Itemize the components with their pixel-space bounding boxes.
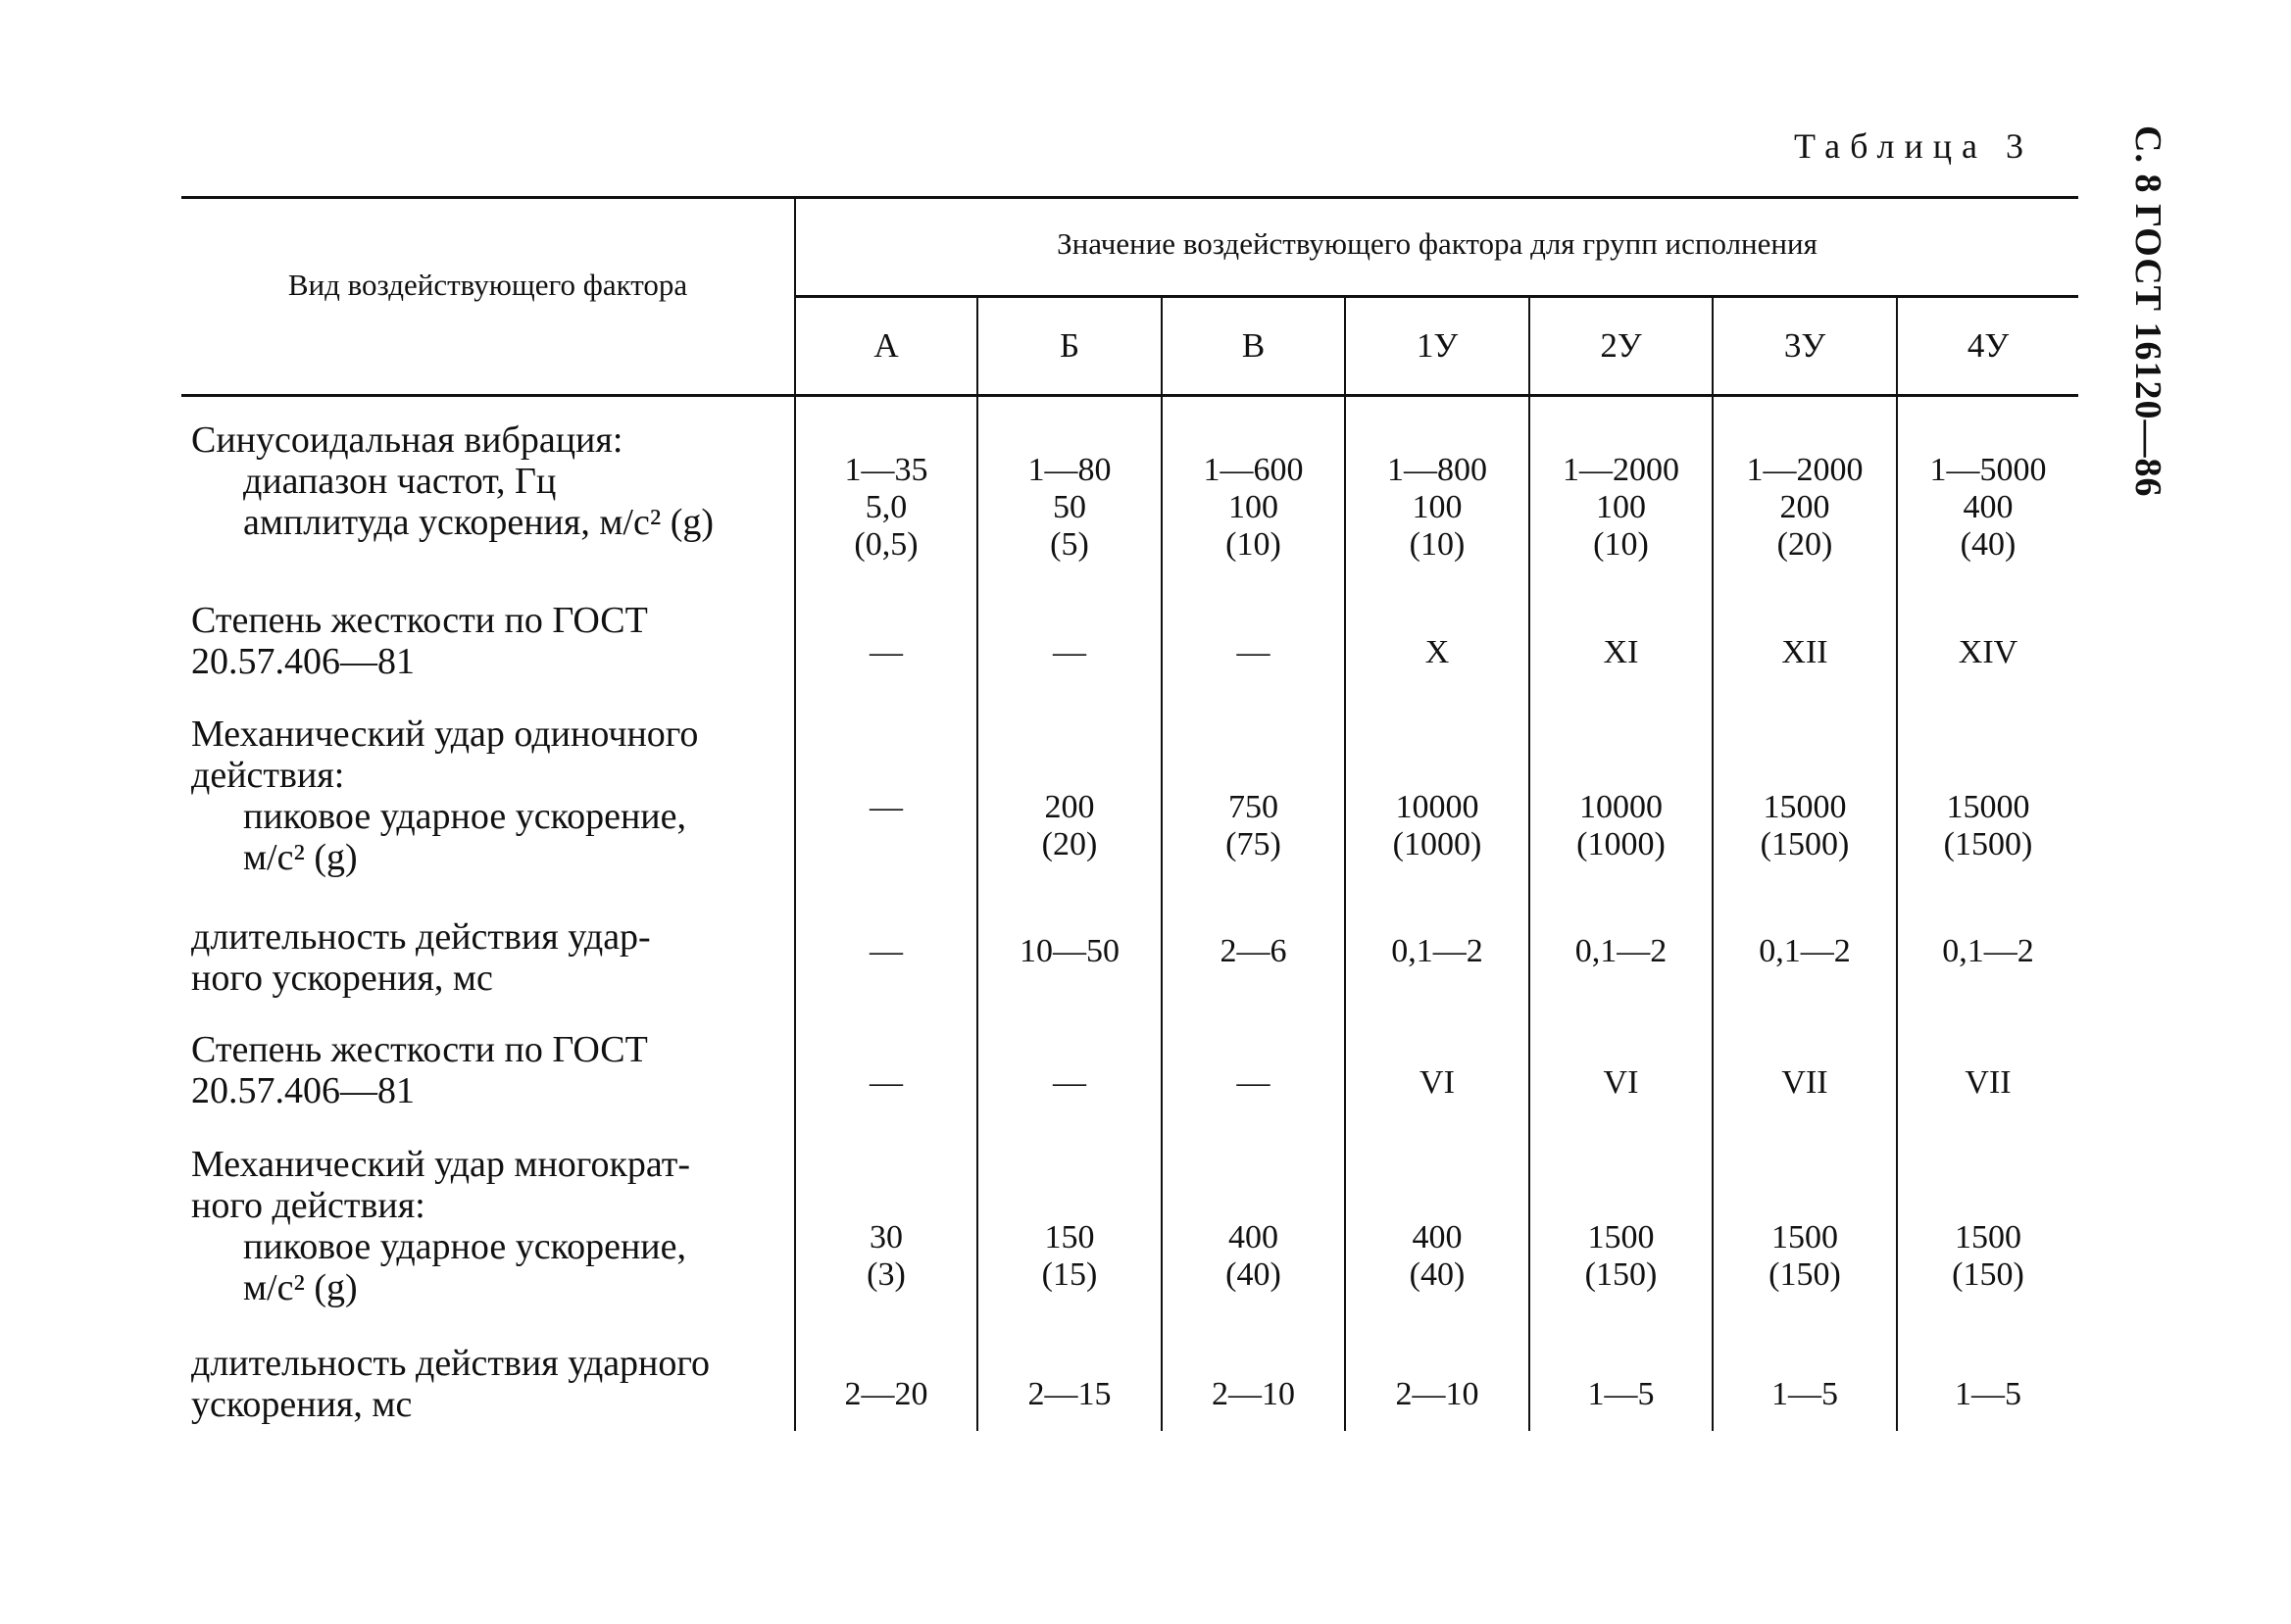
value-cell: [1898, 789, 2078, 863]
cell-line: (40): [1409, 1256, 1466, 1293]
value-cell: 0,1—2: [1942, 933, 2034, 969]
row-label-sub-line: пиковое ударное ускорение,: [243, 1226, 686, 1267]
cell-line: (1500): [1943, 826, 2033, 862]
row-label-line: Механический удар одиночного: [191, 714, 699, 755]
value-cell: [1346, 1219, 1528, 1294]
row-label-sub-line: диапазон частот, Гц: [243, 461, 557, 502]
value-cell: [1163, 1219, 1344, 1294]
value-cell: 0,1—2: [1391, 933, 1483, 969]
cell-line: 200: [1779, 489, 1830, 525]
cell-line: 150: [1044, 1219, 1095, 1255]
value-cell: [1530, 452, 1712, 564]
value-cell: [978, 452, 1161, 564]
value-cell: VII: [1781, 1064, 1828, 1101]
row-label-line: 20.57.406—81: [191, 641, 415, 682]
cell-line: (0,5): [854, 526, 919, 563]
cell-line: (15): [1041, 1256, 1098, 1293]
cell-line: 1—2000: [1746, 452, 1864, 488]
value-cell: 2—20: [844, 1376, 928, 1412]
cell-line: 5,0: [865, 489, 908, 525]
row-label-line: ускорения, мс: [191, 1384, 413, 1425]
cell-line: (150): [1584, 1256, 1658, 1293]
value-cell: XIV: [1958, 634, 2018, 670]
cell-line: 1—600: [1203, 452, 1304, 488]
value-cell: VI: [1603, 1064, 1639, 1101]
value-cell: —: [1236, 634, 1270, 670]
row-label-sub-line: амплитуда ускорения, м/с² (g): [243, 502, 715, 543]
cell-line: (150): [1768, 1256, 1841, 1293]
page-marker: С. 8 ГОСТ 16120—86: [2127, 125, 2168, 498]
row-label-line: Степень жесткости по ГОСТ: [191, 600, 648, 641]
header-group-value: Значение воздействующего фактора для групп исполнения: [1057, 226, 1818, 261]
cell-line: (40): [1225, 1256, 1281, 1293]
cell-line: (5): [1050, 526, 1089, 563]
value-cell: 10—50: [1020, 933, 1120, 969]
value-cell: [1346, 452, 1528, 564]
value-cell: 2—6: [1220, 933, 1287, 969]
cell-line: 1500: [1771, 1219, 1838, 1255]
row-label-line: длительность действия удар-: [191, 916, 651, 958]
cell-line: (3): [867, 1256, 906, 1293]
value-cell: [1898, 452, 2078, 564]
cell-line: (10): [1593, 526, 1649, 563]
cell-line: 1500: [1955, 1219, 2021, 1255]
value-cell: [1346, 789, 1528, 863]
column-header-3u: 3У: [1783, 326, 1826, 365]
cell-line: (75): [1225, 826, 1281, 862]
cell-line: 1500: [1587, 1219, 1655, 1255]
value-cell: 1—5: [1771, 1376, 1838, 1412]
value-cell: —: [870, 1064, 903, 1101]
cell-line: 1—35: [844, 452, 928, 488]
row-label-line: ного ускорения, мс: [191, 958, 493, 999]
cell-line: 30: [870, 1219, 903, 1255]
cell-line: (20): [1776, 526, 1833, 563]
row-label-line: Степень жесткости по ГОСТ: [191, 1029, 648, 1070]
row-label-line: Механический удар многократ-: [191, 1144, 691, 1185]
value-cell: [796, 789, 976, 826]
value-cell: —: [1053, 634, 1086, 670]
value-cell: XI: [1603, 634, 1639, 670]
value-cell: 0,1—2: [1759, 933, 1851, 969]
value-cell: 2—15: [1027, 1376, 1112, 1412]
value-cell: [796, 1219, 976, 1294]
table-top-rule: [181, 196, 2078, 199]
header-bottom-rule: [181, 394, 2078, 397]
row-label-sub-line: м/с² (g): [243, 837, 358, 878]
row-label-line: действия:: [191, 755, 345, 796]
row-label-line: Синусоидальная вибрация:: [191, 419, 623, 461]
value-cell: [1714, 789, 1896, 863]
value-cell: 0,1—2: [1574, 933, 1668, 969]
header-split-rule: [796, 295, 2078, 298]
value-cell: [1163, 789, 1344, 863]
column-header-a: А: [873, 326, 899, 365]
cell-line: 200: [1044, 789, 1095, 825]
cell-line: 100: [1596, 489, 1646, 525]
cell-line: 15000: [1946, 789, 2030, 825]
row-label-multiple-shock: [191, 1144, 690, 1308]
value-cell: 2—10: [1212, 1376, 1295, 1412]
cell-line: 50: [1053, 489, 1086, 525]
value-cell: —: [1053, 1064, 1086, 1101]
value-cell: VI: [1419, 1064, 1455, 1101]
row-label-sinusoidal-vibration: [191, 419, 714, 543]
row-label-shock-duration: [191, 916, 651, 999]
cell-line: 1—800: [1387, 452, 1487, 488]
column-header-v: В: [1241, 326, 1266, 365]
cell-line: (1500): [1760, 826, 1850, 862]
row-label-stiffness-degree: [191, 1029, 648, 1111]
cell-line: 100: [1228, 489, 1278, 525]
value-cell: —: [1236, 1064, 1270, 1101]
cell-line: (150): [1952, 1256, 2024, 1293]
value-cell: [1530, 789, 1712, 863]
cell-line: 750: [1228, 789, 1278, 825]
column-header-b: Б: [1059, 326, 1080, 365]
value-cell: [1714, 452, 1896, 564]
cell-line: 400: [1412, 1219, 1463, 1255]
value-cell: 1—5: [1955, 1376, 2021, 1412]
cell-line: 1—2000: [1563, 452, 1679, 488]
cell-line: (1000): [1576, 826, 1666, 862]
value-cell: [1714, 1219, 1896, 1294]
row-label-single-shock: [191, 714, 698, 878]
value-cell: [796, 452, 976, 564]
cell-line: (40): [1960, 526, 2017, 563]
row-label-line: 20.57.406—81: [191, 1070, 415, 1111]
cell-line: 400: [1228, 1219, 1278, 1255]
cell-line: 100: [1412, 489, 1463, 525]
cell-line: 10000: [1395, 789, 1479, 825]
cell-line: 10000: [1579, 789, 1663, 825]
value-cell: [978, 1219, 1161, 1294]
cell-line: 400: [1963, 489, 2014, 525]
value-cell: [1530, 1219, 1712, 1294]
cell-line: 1—80: [1027, 452, 1112, 488]
value-cell: 2—10: [1395, 1376, 1479, 1412]
column-header-4u: 4У: [1967, 326, 2010, 365]
cell-line: (10): [1409, 526, 1466, 563]
value-cell: XII: [1781, 634, 1828, 670]
cell-line: —: [870, 789, 903, 825]
value-cell: 1—5: [1587, 1376, 1655, 1412]
value-cell: [1163, 452, 1344, 564]
value-cell: X: [1424, 634, 1450, 670]
cell-line: 15000: [1763, 789, 1847, 825]
cell-line: (1000): [1392, 826, 1482, 862]
row-label-sub-line: м/с² (g): [243, 1267, 358, 1308]
value-cell: [1898, 1219, 2078, 1294]
value-cell: VII: [1965, 1064, 2012, 1101]
table-caption: Таблица 3: [1794, 126, 2033, 166]
cell-line: 1—5000: [1929, 452, 2047, 488]
value-cell: —: [870, 634, 903, 670]
row-label-line: ного действия:: [191, 1185, 425, 1226]
cell-line: (10): [1225, 526, 1281, 563]
row-label-line: длительность действия ударного: [191, 1343, 711, 1384]
header-factor-type: Вид воздействующего фактора: [287, 268, 688, 302]
cell-line: (20): [1041, 826, 1098, 862]
value-cell: [978, 789, 1161, 863]
row-label-sub-line: пиковое ударное ускорение,: [243, 796, 686, 837]
value-cell: —: [870, 933, 903, 969]
column-header-2u: 2У: [1600, 326, 1642, 365]
row-label-stiffness-degree: [191, 600, 648, 682]
column-header-1u: 1У: [1416, 326, 1459, 365]
row-label-shock-duration: [191, 1343, 710, 1425]
